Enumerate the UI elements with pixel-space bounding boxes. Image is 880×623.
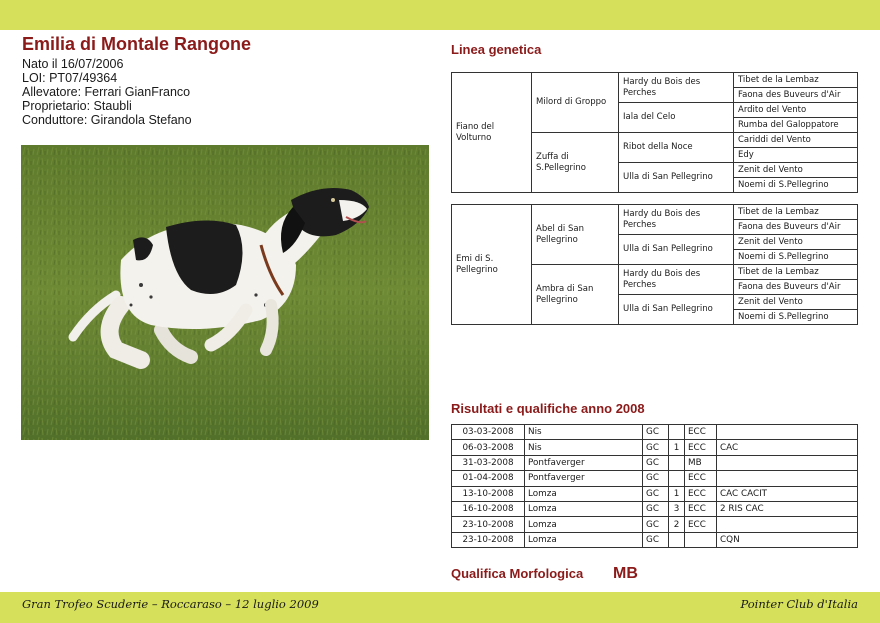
result-place: Pontfaverger bbox=[525, 471, 643, 486]
top-banner bbox=[0, 0, 880, 30]
result-position bbox=[669, 425, 685, 440]
result-position: 1 bbox=[669, 440, 685, 455]
result-award: 2 RIS CAC bbox=[717, 501, 858, 516]
sire-sire-sire: Hardy du Bois des Perches bbox=[619, 73, 734, 103]
sire-dam: Zuffa di S.Pellegrino bbox=[532, 133, 619, 193]
dam-dam-sire: Hardy du Bois des Perches bbox=[619, 265, 734, 295]
dog-info bbox=[22, 57, 192, 127]
ancestor-cell: Tibet de la Lembaz bbox=[734, 73, 858, 88]
lineage-title: Linea genetica bbox=[451, 42, 542, 57]
result-date: 01-04-2008 bbox=[452, 471, 525, 486]
ancestor-cell: Noemi di S.Pellegrino bbox=[734, 178, 858, 193]
result-award: CAC CACIT bbox=[717, 486, 858, 501]
result-category: GC bbox=[643, 425, 669, 440]
ancestor-cell: Rumba del Galoppatore bbox=[734, 118, 858, 133]
dog-photo bbox=[21, 145, 429, 440]
birth-date: Nato il 16/07/2006 bbox=[22, 57, 124, 71]
dam-sire-sire: Hardy du Bois des Perches bbox=[619, 205, 734, 235]
dam-sire: Abel di San Pellegrino bbox=[532, 205, 619, 265]
result-date: 06-03-2008 bbox=[452, 440, 525, 455]
results-title: Risultati e qualifiche anno 2008 bbox=[451, 401, 645, 416]
table-row bbox=[452, 425, 858, 440]
dam-dam-dam: Ulla di San Pellegrino bbox=[619, 295, 734, 325]
result-date: 31-03-2008 bbox=[452, 455, 525, 470]
table-row bbox=[452, 532, 858, 547]
result-place: Nis bbox=[525, 440, 643, 455]
sire-dam-sire: Ribot della Noce bbox=[619, 133, 734, 163]
table-row bbox=[452, 455, 858, 470]
sire-sire: Milord di Groppo bbox=[532, 73, 619, 133]
dog-name: Emilia di Montale Rangone bbox=[22, 34, 252, 54]
result-category: GC bbox=[643, 532, 669, 547]
table-row bbox=[452, 471, 858, 486]
dam-dam: Ambra di San Pellegrino bbox=[532, 265, 619, 325]
result-qualification bbox=[685, 532, 717, 547]
table-row bbox=[452, 440, 858, 455]
result-award: CQN bbox=[717, 532, 858, 547]
result-award bbox=[717, 517, 858, 532]
result-date: 23-10-2008 bbox=[452, 532, 525, 547]
result-award bbox=[717, 455, 858, 470]
result-category: GC bbox=[643, 455, 669, 470]
result-award: CAC bbox=[717, 440, 858, 455]
ancestor-cell: Edy bbox=[734, 148, 858, 163]
result-qualification: ECC bbox=[685, 440, 717, 455]
table-row bbox=[452, 486, 858, 501]
dam-sire-dam: Ulla di San Pellegrino bbox=[619, 235, 734, 265]
result-qualification: ECC bbox=[685, 486, 717, 501]
sire-dam-dam: Ulla di San Pellegrino bbox=[619, 163, 734, 193]
result-award bbox=[717, 471, 858, 486]
ancestor-cell: Noemi di S.Pellegrino bbox=[734, 310, 858, 325]
table-row bbox=[452, 501, 858, 516]
result-qualification: ECC bbox=[685, 425, 717, 440]
result-category: GC bbox=[643, 471, 669, 486]
ancestor-cell: Faona des Buveurs d'Air bbox=[734, 220, 858, 235]
club-footer: Pointer Club d'Italia bbox=[740, 597, 858, 611]
morphology-title: Qualifica Morfologica bbox=[451, 566, 584, 581]
result-qualification: ECC bbox=[685, 501, 717, 516]
result-category: GC bbox=[643, 501, 669, 516]
result-position: 1 bbox=[669, 486, 685, 501]
result-position bbox=[669, 532, 685, 547]
ancestor-cell: Faona des Buveurs d'Air bbox=[734, 280, 858, 295]
table-row bbox=[452, 517, 858, 532]
pedigree-dam-table bbox=[451, 204, 858, 325]
result-award bbox=[717, 425, 858, 440]
dam-name: Emi di S. Pellegrino bbox=[452, 205, 532, 325]
results-table bbox=[451, 424, 858, 548]
result-category: GC bbox=[643, 440, 669, 455]
result-qualification: ECC bbox=[685, 517, 717, 532]
pedigree-sire-table bbox=[451, 72, 858, 193]
result-date: 13-10-2008 bbox=[452, 486, 525, 501]
result-place: Lomza bbox=[525, 486, 643, 501]
result-position: 3 bbox=[669, 501, 685, 516]
ancestor-cell: Noemi di S.Pellegrino bbox=[734, 250, 858, 265]
result-category: GC bbox=[643, 517, 669, 532]
result-place: Lomza bbox=[525, 517, 643, 532]
sire-sire-dam: Iala del Celo bbox=[619, 103, 734, 133]
result-qualification: ECC bbox=[685, 471, 717, 486]
result-place: Nis bbox=[525, 425, 643, 440]
result-date: 16-10-2008 bbox=[452, 501, 525, 516]
ancestor-cell: Zenit del Vento bbox=[734, 163, 858, 178]
ancestor-cell: Zenit del Vento bbox=[734, 235, 858, 250]
result-category: GC bbox=[643, 486, 669, 501]
result-place: Lomza bbox=[525, 501, 643, 516]
morphology-value: MB bbox=[613, 565, 638, 582]
result-position bbox=[669, 471, 685, 486]
ancestor-cell: Zenit del Vento bbox=[734, 295, 858, 310]
ancestor-cell: Tibet de la Lembaz bbox=[734, 265, 858, 280]
result-date: 03-03-2008 bbox=[452, 425, 525, 440]
result-qualification: MB bbox=[685, 455, 717, 470]
result-date: 23-10-2008 bbox=[452, 517, 525, 532]
result-position bbox=[669, 455, 685, 470]
ancestor-cell: Ardito del Vento bbox=[734, 103, 858, 118]
loi-number: LOI: PT07/49364 bbox=[22, 71, 118, 85]
result-place: Pontfaverger bbox=[525, 455, 643, 470]
result-place: Lomza bbox=[525, 532, 643, 547]
breeder: Allevatore: Ferrari GianFranco bbox=[22, 85, 191, 99]
ancestor-cell: Cariddi del Vento bbox=[734, 133, 858, 148]
handler: Conduttore: Girandola Stefano bbox=[22, 113, 192, 127]
result-position: 2 bbox=[669, 517, 685, 532]
ancestor-cell: Faona des Buveurs d'Air bbox=[734, 88, 858, 103]
sire-name: Fiano del Volturno bbox=[452, 73, 532, 193]
event-footer: Gran Trofeo Scuderie – Roccaraso – 12 luglio 2009 bbox=[22, 597, 319, 611]
pointer-dog-running-image bbox=[21, 145, 429, 440]
owner: Proprietario: Staubli bbox=[22, 99, 132, 113]
ancestor-cell: Tibet de la Lembaz bbox=[734, 205, 858, 220]
